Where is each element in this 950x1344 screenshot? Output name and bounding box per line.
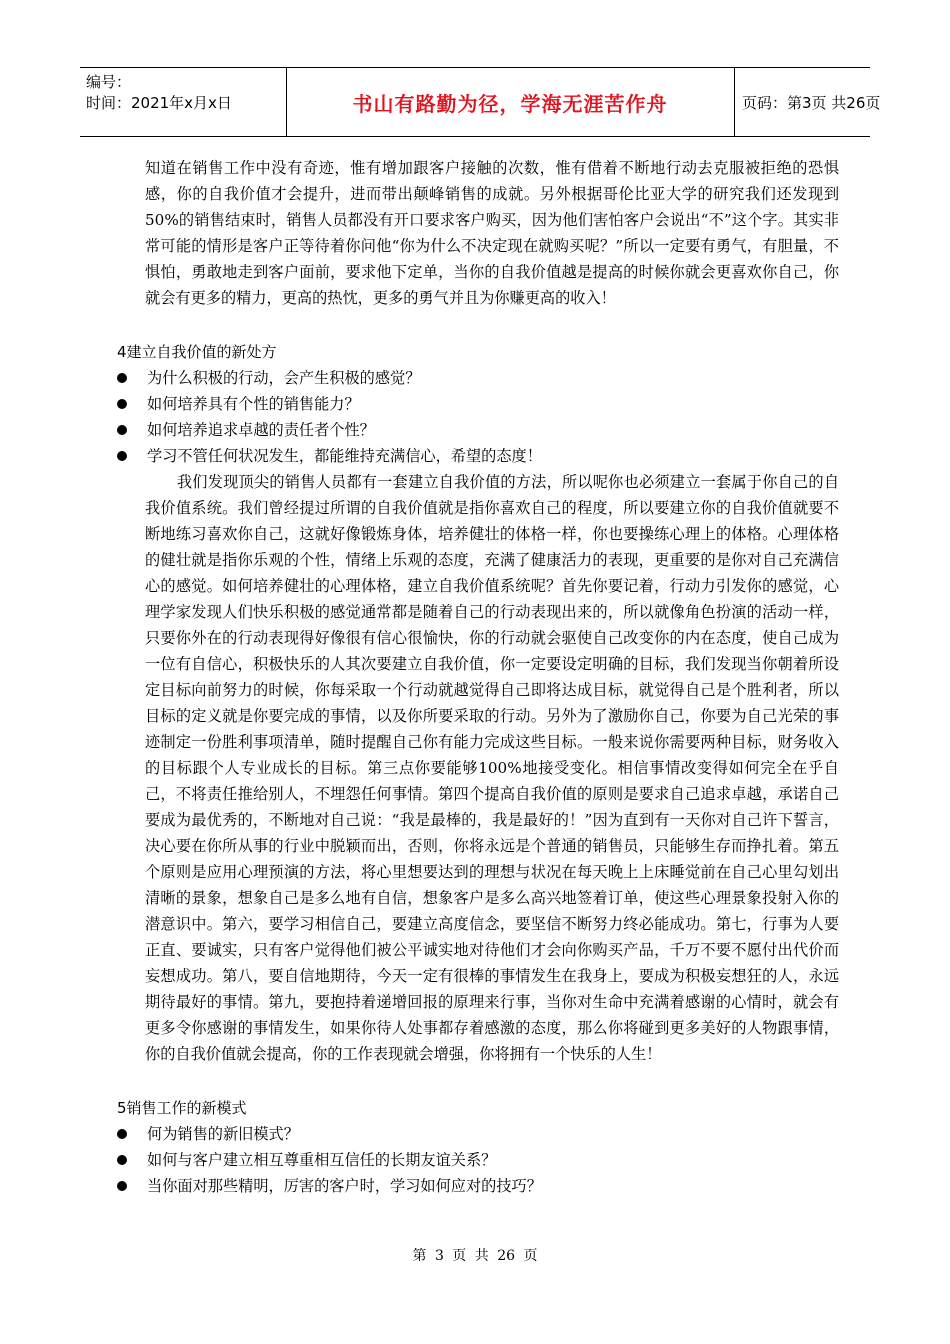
document-body [117,155,839,1199]
header-date: 时间：2021年x月x日 [86,94,232,112]
list-item: 何为销售的新旧模式？ [117,1121,839,1147]
section4-paragraph: 我们发现顶尖的销售人员都有一套建立自我价值的方法，所以呢你也必须建立一套属于你自己的自我价值系统。我们曾经提过所谓的自我价值就是指你喜欢自己的程度，所以要建立你的自我价值就要不断地练习喜欢你自己，这就好像锻炼身体，培养健壮的体格一样，你也要操练心理上的体格。心理体格的健壮就是指你乐观的个性，情绪上乐观的态度，充满了健康活力的表现，更重要的是你对自己充满信心的感觉。如何培养健壮的心理体格，建立自我价值系统呢？首先你要记着，行动力引发你的感觉，心理学家发现人们快乐积极的感觉通常都是随着自己的行动表现出来的，所以就像角色扮演的活动一样，只要你外在的行动表现得好像很有信心很愉快，你的行动就会驱使自己改变你的内在态度，使自己成为一位有自信心，积极快乐的人其次要建立自我价值，你一定要设定明确的目标，我们发现当你朝着所设定目标向前努力的时候，你每采取一个行动就越觉得自己即将达成目标，就觉得自己是个胜利者，所以目标的定义就是你要完成的事情，以及你所要采取的行动。另外为了激励你自己，你要为自己光荣的事迹制定一份胜利事项清单，随时提醒自己你有能力完成这些目标。一般来说你需要两种目标，财务收入的目标跟个人专业成长的目标。第三点你要能够100%地接受变化。相信事情改变得如何完全在乎自己，不将责任推给别人，不埋怨任何事情。第四个提高自我价值的原则是要求自己追求卓越，承诺自己要成为最优秀的，不断地对自己说：“我是最棒的，我是最好的！”因为直到有一天你对自己许下誓言，决心要在你所从事的行业中脱颖而出，否则，你将永远是个普通的销售员，只能够生存而挣扎着。第五个原则是应用心理预演的方法，将心里想要达到的理想与状况在每天晚上上床睡觉前在自己心里勾划出清晰的景象，想象自己是多么地有自信，想象客户是多么高兴地签着订单，使这些心理景象投射入你的潜意识中。第六，要学习相信自己，要建立高度信念，要坚信不断努力终必能成功。第七，行事为人要正直、要诚实，只有客户觉得他们被公平诚实地对待他们才会向你购买产品，千万不要不愿付出代价而妄想成功。第八，要自信地期待，今天一定有很棒的事情发生在我身上，要成为积极妄想狂的人，永远期待最好的事情。第九，要抱持着递增回报的原理来行事，当你对生命中充满着感谢的心情时，就会有更多令你感谢的事情发生，如果你待人处事都存着感激的态度，那么你将碰到更多美好的人物跟事情，你的自我价值就会提高，你的工作表现就会增强，你将拥有一个快乐的人生！ [145,473,839,1063]
bullet-icon [117,1155,127,1165]
bullet-icon [117,373,127,383]
header-motto: 书山有路勤为径，学海无涯苦作舟 [352,91,668,116]
header-meta [86,72,286,114]
list-item: 当你面对那些精明，厉害的客户时，学习如何应对的技巧？ [117,1173,839,1199]
page-footer: 第 3 页 共 26 页 [412,1248,538,1264]
header-number: 编号： [86,73,132,91]
list-item: 为什么积极的行动，会产生积极的感觉？ [117,365,839,391]
list-item: 如何培养具有个性的销售能力？ [117,391,839,417]
bullet-icon [117,425,127,435]
section4-bullet-list [117,365,839,469]
list-item: 学习不管任何状况发生，都能维持充满信心，希望的态度！ [117,443,839,469]
section5-heading: 5销售工作的新模式 [117,1099,247,1117]
bullet-icon [117,1181,127,1191]
bullet-icon [117,451,127,461]
section5-bullet-list [117,1121,839,1199]
section4-heading: 4建立自我价值的新处方 [117,343,277,361]
bullet-icon [117,1129,127,1139]
list-item: 如何与客户建立相互尊重相互信任的长期友谊关系？ [117,1147,839,1173]
bullet-icon [117,399,127,409]
intro-paragraph: 知道在销售工作中没有奇迹，惟有增加跟客户接触的次数，惟有借着不断地行动去克服被拒绝的恐惧感，你的自我价值才会提升，进而带出颠峰销售的成就。另外根据哥伦比亚大学的研究我们还发现到50%的销售结束时，销售人员都没有开口要求客户购买，因为他们害怕客户会说出“不”这个字。其实非常可能的情形是客户正等待着你问他“你为什么不决定现在就购买呢？”所以一定要有勇气，有胆量，不惧怕，勇敢地走到客户面前，要求他下定单，当你的自我价值越是提高的时候你就会更喜欢你自己，你就会有更多的精力，更高的热忱，更多的勇气并且为你赚更高的收入！ [145,159,839,307]
header-page-info: 页码：第3页 共26页 [742,93,881,112]
list-item: 如何培养追求卓越的责任者个性？ [117,417,839,443]
page-header [80,67,881,137]
header-divider [734,68,735,136]
